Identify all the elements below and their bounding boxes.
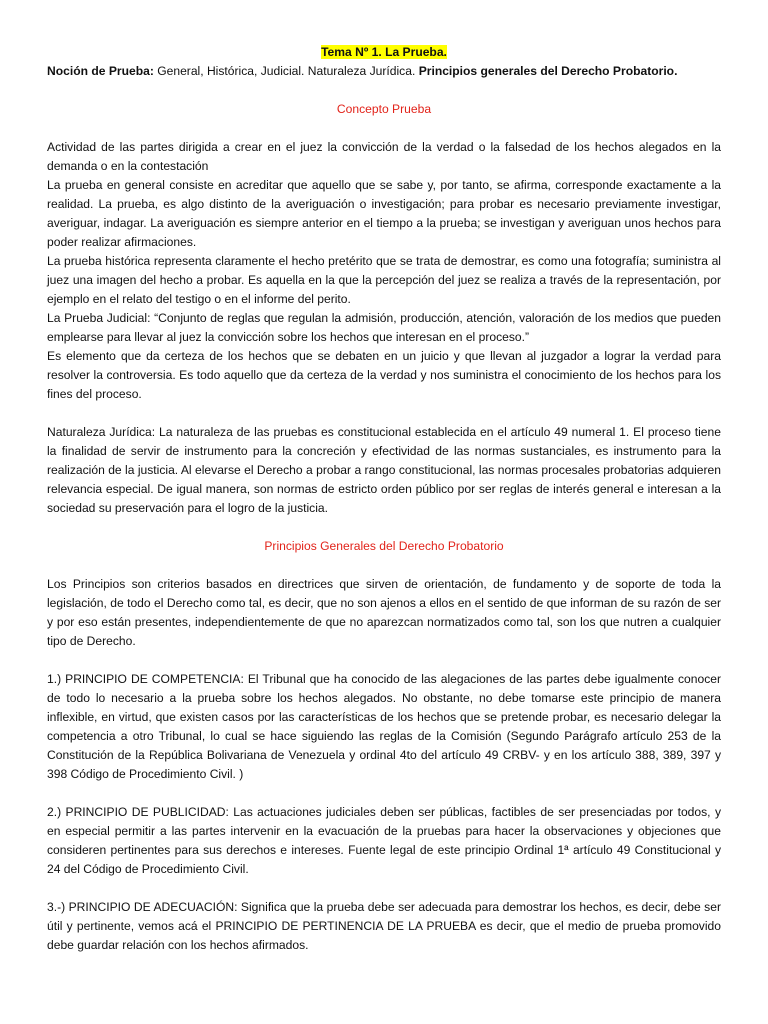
section-heading-concepto: Concepto Prueba (336, 102, 432, 116)
paragraph: 3.-) PRINCIPIO DE ADECUACIÓN: Significa que la prueba debe ser adecuada para demostrar los hechos, es decir, debe ser útil y pertinente, vemos acá el PRINCIPIO DE PERTINENCIA DE LA PRUEBA es decir, que el medio de prueba promovido debe guardar relación con los hechos afirmados. (47, 900, 721, 952)
paragraph: 1.) PRINCIPIO DE COMPETENCIA: El Tribunal que ha conocido de las alegaciones de las partes debe igualmente conocer de todo lo necesario a la prueba sobre los hechos alegados. No obstante, no debe tomarse este principio de manera inflexible, en virtud, que existen casos por las características de los hechos que se pretende probar, es necesario delegar la competencia a otro Tribunal, lo cual se hace siguiendo las reglas de la Comisión (Segundo Parágrafo artículo 253 de la Constitución de la República Bolivariana de Venezuela y ordinal 4to del artículo 49 CRBV- y en los artículo 388, 389, 397 y 398 Código de Procedimiento Civil. ) (47, 672, 721, 781)
paragraph: La prueba en general consiste en acreditar que aquello que se sabe y, por tanto, se afirma, corresponde exactamente a la realidad. La prueba, es algo distinto de la averiguación o investigación; para probar es necesario previamente investigar, averiguar, indagar. La averiguación es siempre anterior en el tiempo a la prueba; se investigan y averiguan unos hechos para poder realizar afirmaciones. (47, 178, 721, 249)
paragraph: Actividad de las partes dirigida a crear en el juez la convicción de la verdad o la falsedad de los hechos alegados en la demanda o en la contestación (47, 140, 721, 173)
section-heading-principios: Principios Generales del Derecho Probatorio (264, 539, 504, 553)
paragraph: 2.) PRINCIPIO DE PUBLICIDAD: Las actuaciones judiciales deben ser públicas, factibles de ser presenciadas por todos, y en especial permitir a las partes intervenir en la evacuación de la pruebas para hacer la observaciones y objeciones que consideren pertinentes para sus derechos e intereses. Fuente legal de este principio Ordinal 1ª artículo 49 Constitucional y 24 del Código de Procedimiento Civil. (47, 805, 721, 876)
paragraph: Los Principios son criterios basados en directrices que sirven de orientación, de fundamento y de soporte de toda la legislación, de todo el Derecho como tal, es decir, que no son ajenos a ellos en el sentido de que informan de su razón de ser y por eso están presentes, independientemente de que no aparezcan normatizados como tal, son los que nutren a cualquier tipo de Derecho. (47, 577, 721, 648)
subtitle-bold-end: Principios generales del Derecho Probatorio. (418, 64, 678, 78)
paragraph: La prueba histórica representa claramente el hecho pretérito que se trata de demostrar, es como una fotografía; suministra al juez una imagen del hecho a probar. Es aquella en la que la percepción del juez se realiza a través de la representación, por ejemplo en el relato del testigo o en el informe del perito. (47, 254, 721, 306)
document-subtitle (47, 62, 721, 81)
subtitle-label: Noción de Prueba: (47, 64, 154, 78)
highlighted-title: Tema Nº 1. La Prueba. (321, 45, 447, 59)
paragraph: La Prueba Judicial: “Conjunto de reglas que regulan la admisión, producción, atención, valoración de los medios que pueden emplearse para llevar al juez la convicción sobre los hechos que interesan en el proceso.” (47, 311, 721, 344)
paragraph: Es elemento que da certeza de los hechos que se debaten en un juicio y que llevan al juzgador a lograr la verdad para resolver la controversia. Es todo aquello que da certeza de la verdad y nos suministra el conocimiento de los hechos para los fines del proceso. (47, 349, 721, 401)
subtitle-text: General, Histórica, Judicial. Naturaleza Jurídica. (153, 64, 419, 78)
paragraph: Naturaleza Jurídica: La naturaleza de las pruebas es constitucional establecida en el artículo 49 numeral 1. El proceso tiene la finalidad de servir de instrumento para la concreción y efectividad de las normas sustanciales, es instrumento para la realización de la justicia. Al elevarse el Derecho a probar a rango constitucional, las normas procesales probatorias adquieren relevancia especial. De igual manera, son normas de estricto orden público por ser reglas de interés general e interesan a la sociedad su preservación para el logro de la justicia. (47, 425, 721, 515)
document-title (47, 43, 721, 62)
